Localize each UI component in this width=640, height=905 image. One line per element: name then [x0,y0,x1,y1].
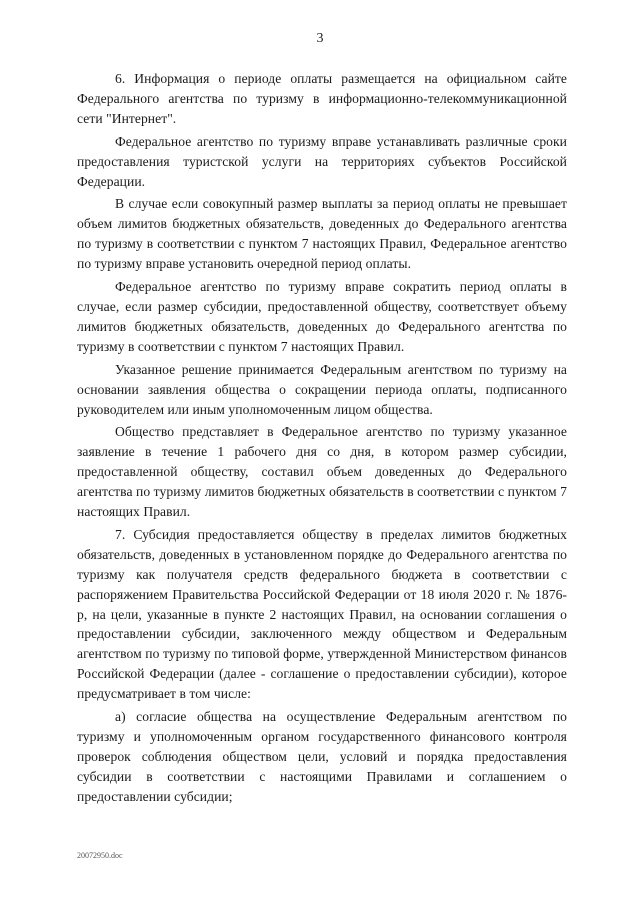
paragraph-6-payment-period-info: 6. Информация о периоде оплаты размещается на официальном сайте Федерального агентства по туризму в информационно-телекоммуникационной сети "Интернет". [77,71,567,126]
paragraph-7-subsidy-provision: 7. Субсидия предоставляется обществу в пределах лимитов бюджетных обязательств, доведенных в установленном порядке до Федерального агентства по туризму как получателя средств федерального бюджета в соответствии с распоряжением Правительства Российской Федерации от 18 июля 2020 г. № 1876-р, на цели, указанные в пункте 2 настоящих Правил, на основании соглашения о предоставлении субсидии, заключенного между обществом и Федеральным агентством по туризму по типовой форме, утвержденной Министерством финансов Российской Федерации (далее - соглашение о предоставлении субсидии), которое предусматривает в том числе: [77,526,567,702]
document-body [77,69,567,807]
footer-document-code: 20072950.doc [77,851,123,860]
paragraph-decision-basis: Указанное решение принимается Федеральным агентством по туризму на основании заявления общества о сокращении периода оплаты, подписанного руководителем или иным уполномоченным лицом общества. [77,361,567,417]
paragraph-application-submission: Общество представляет в Федеральное агентство по туризму указанное заявление в течение 1 рабочего дня со дня, в котором размер субсидии, предоставленной обществу, составил объем доведенных до Федерального агентства по туризму лимитов бюджетных обязательств в соответствии с пунктом 7 настоящих Правил. [77,424,567,520]
paragraph-service-terms: Федеральное агентство по туризму вправе устанавливать различные сроки предоставления туристской услуги на территориях субъектов Российской Федерации. [77,133,567,189]
page-number: 3 [316,31,324,46]
paragraph-7a-consent-to-checks: а) согласие общества на осуществление Федеральным агентством по туризму и уполномоченным органом государственного финансового контроля проверок соблюдения обществом цели, условий и порядка предоставления субсидии в соответствии с настоящими Правилами и соглашением о предоставлении субсидии; [77,709,567,804]
paragraph-shorten-payment-period: Федеральное агентство по туризму вправе сократить период оплаты в случае, если размер субсидии, предоставленной обществу, соответствует объему лимитов бюджетных обязательств, доведенных до Федерального агентства по туризму в соответствии с пунктом 7 настоящих Правил. [77,279,567,354]
paragraph-next-payment-period: В случае если совокупный размер выплаты за период оплаты не превышает объем лимитов бюджетных обязательств, доведенных до Федерального агентства по туризму в соответствии с пунктом 7 настоящих Правил, Федеральное агентство по туризму вправе установить очередной период оплаты. [77,196,567,272]
